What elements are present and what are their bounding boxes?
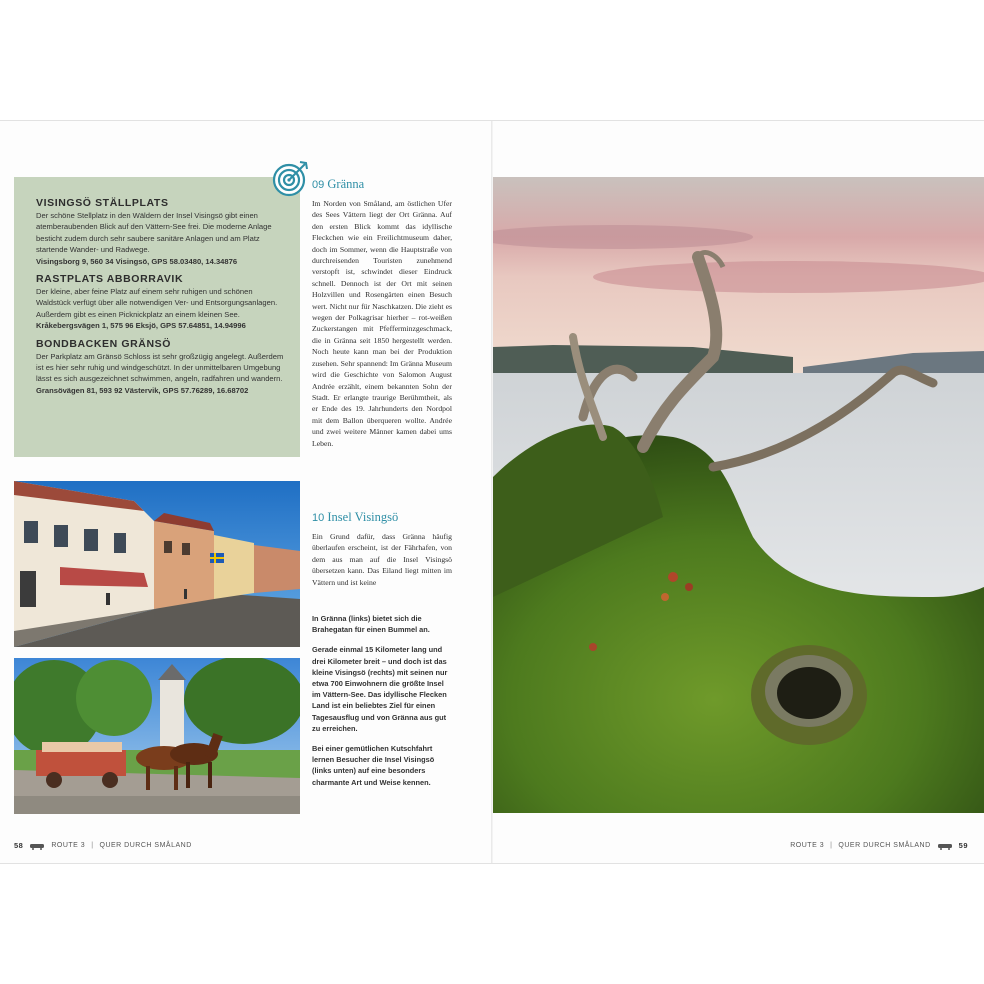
footer-chapter-left: QUER DURCH SMÅLAND bbox=[99, 842, 192, 849]
page-number-left: 58 bbox=[14, 841, 24, 850]
infobox-address-2: Kråkebergsvägen 1, 575 96 Eksjö, GPS 57.64851, 14.94996 bbox=[36, 321, 246, 331]
infobox-title-1: VISINGSÖ STÄLLPLATS bbox=[36, 197, 169, 209]
footer-right bbox=[790, 841, 968, 850]
section-09-text: Im Norden von Småland, am östlichen Ufer des Sees Vättern liegt der Ort Gränna. Auf den ersten Blick kommt das idyllische Fleckchen wie ein Freilichtmuseum daher, doch im Sommer, wenn die Hauptstraße von durchreisenden Touristen zunehmend verstopft ist, schwindet dieser Eindruck schnell. Dennoch ist der Ort mit seinen Holzvillen und Rosengärten einen Besuch wert. Nicht nur für Naschkatzen. Die zieht es wegen der Polkagrisar hierher – rot-weißen Zuckerstangen mit Pfefferminzgeschmack, die in Gränna seit 1850 hergestellt werden. Noch heute kann man bei der Produktion zusehen. Sehr spannend: Im Gränna Museum wird die Geschichte von Salomon August Andrée erzählt, einem bekannten Sohn der Stadt. Er erlangte traurige Berühmtheit, als er Ende des 19. Jahrhunderts den Nordpol mit dem Ballon überqueren wollte. Andrée und zwei weitere Männer kamen dabei ums Leben. bbox=[312, 199, 452, 448]
section-10-heading bbox=[312, 510, 452, 525]
section-09-title: Gränna bbox=[327, 177, 365, 191]
footer-route-left: ROUTE 3 bbox=[51, 842, 86, 849]
infobox-title-2: RASTPLATS ABBORRAVIK bbox=[36, 273, 184, 286]
footer-separator-left: | bbox=[91, 842, 94, 849]
section-10-title: Insel Visingsö bbox=[327, 510, 399, 524]
photo-captions bbox=[312, 613, 454, 797]
page-number-right: 59 bbox=[958, 841, 968, 850]
footer-route-right: ROUTE 3 bbox=[790, 842, 825, 849]
infobox-text-2: Der kleine, aber feine Platz auf einem sehr ruhigen und schönen Waldstück verfügt über alle notwendigen Ver- und Entsorgungsanlagen. Außerdem gibt es einen Picknickplatz an einem kleinen See. bbox=[36, 287, 278, 319]
car-icon bbox=[29, 842, 45, 850]
infobox-address-1: Visingsborg 9, 560 34 Visingsö, GPS 58.03480, 14.34876 bbox=[36, 256, 238, 266]
infobox-address-3: Gransövägen 81, 593 92 Västervik, GPS 57.76289, 16.68702 bbox=[36, 385, 249, 395]
caption-2: Gerade einmal 15 Kilometer lang und drei Kilometer breit – und doch ist das kleine Visingsö (rechts) mit seinen nur etwa 700 Einwohnern die größte Insel im Vättern-See. Das idyllische Flecken Land ist ein beliebtes Ziel für einen Tagesausflug und von Gränna aus gut zu erreichen. bbox=[312, 645, 448, 733]
infobox-text-1: Der schöne Stellplatz in den Wäldern der Insel Visingsö gibt einen atemberaubenden Blick auf den Vättern-See frei. Die moderne Anlage besticht zudem durch sehr saubere sanitäre Anlagen und am Platz startende Wander- und Radwege. bbox=[36, 211, 272, 255]
target-icon bbox=[272, 159, 310, 197]
caption-3: Bei einer gemütlichen Kutschfahrt lernen Besucher die Insel Visingsö (links unten) auf eine besonders charmante Art und Weise kennen. bbox=[312, 744, 435, 787]
section-10 bbox=[312, 510, 452, 588]
section-10-number: 10 bbox=[312, 512, 325, 524]
caption-1: In Gränna (links) bietet sich die Brahegatan für einen Bummel an. bbox=[312, 614, 430, 635]
footer-chapter-right: QUER DURCH SMÅLAND bbox=[838, 842, 931, 849]
infobox-text-3: Der Parkplatz am Gränsö Schloss ist sehr großzügig angelegt. Außerdem ist es hier sehr ruhig und windgeschützt. In der unmittelbaren Umgebung lässt es sich ausgezeichnet schwimmen, angeln, radfahren und wandern. bbox=[36, 351, 284, 384]
photo-granna-street bbox=[14, 481, 300, 647]
footer-separator-right: | bbox=[830, 842, 833, 849]
book-spread bbox=[0, 120, 984, 864]
section-10-text: Ein Grund dafür, dass Gränna häufig überlaufen erscheint, ist der Fährhafen, von dem aus man auf die Insel Visingsö übersetzen kann. Das Eiland liegt mitten im Vättern und ist keine bbox=[312, 532, 452, 587]
footer-left bbox=[14, 841, 192, 850]
photo-mossy-tree-lake bbox=[493, 177, 984, 813]
section-09-heading bbox=[312, 177, 452, 192]
section-09-number: 09 bbox=[312, 179, 325, 191]
section-09 bbox=[312, 177, 452, 449]
campsite-infobox bbox=[14, 177, 300, 457]
photo-horse-carriage bbox=[14, 658, 300, 814]
infobox-title-3: BONDBACKEN GRÄNSÖ bbox=[36, 337, 172, 350]
car-icon bbox=[937, 842, 953, 850]
